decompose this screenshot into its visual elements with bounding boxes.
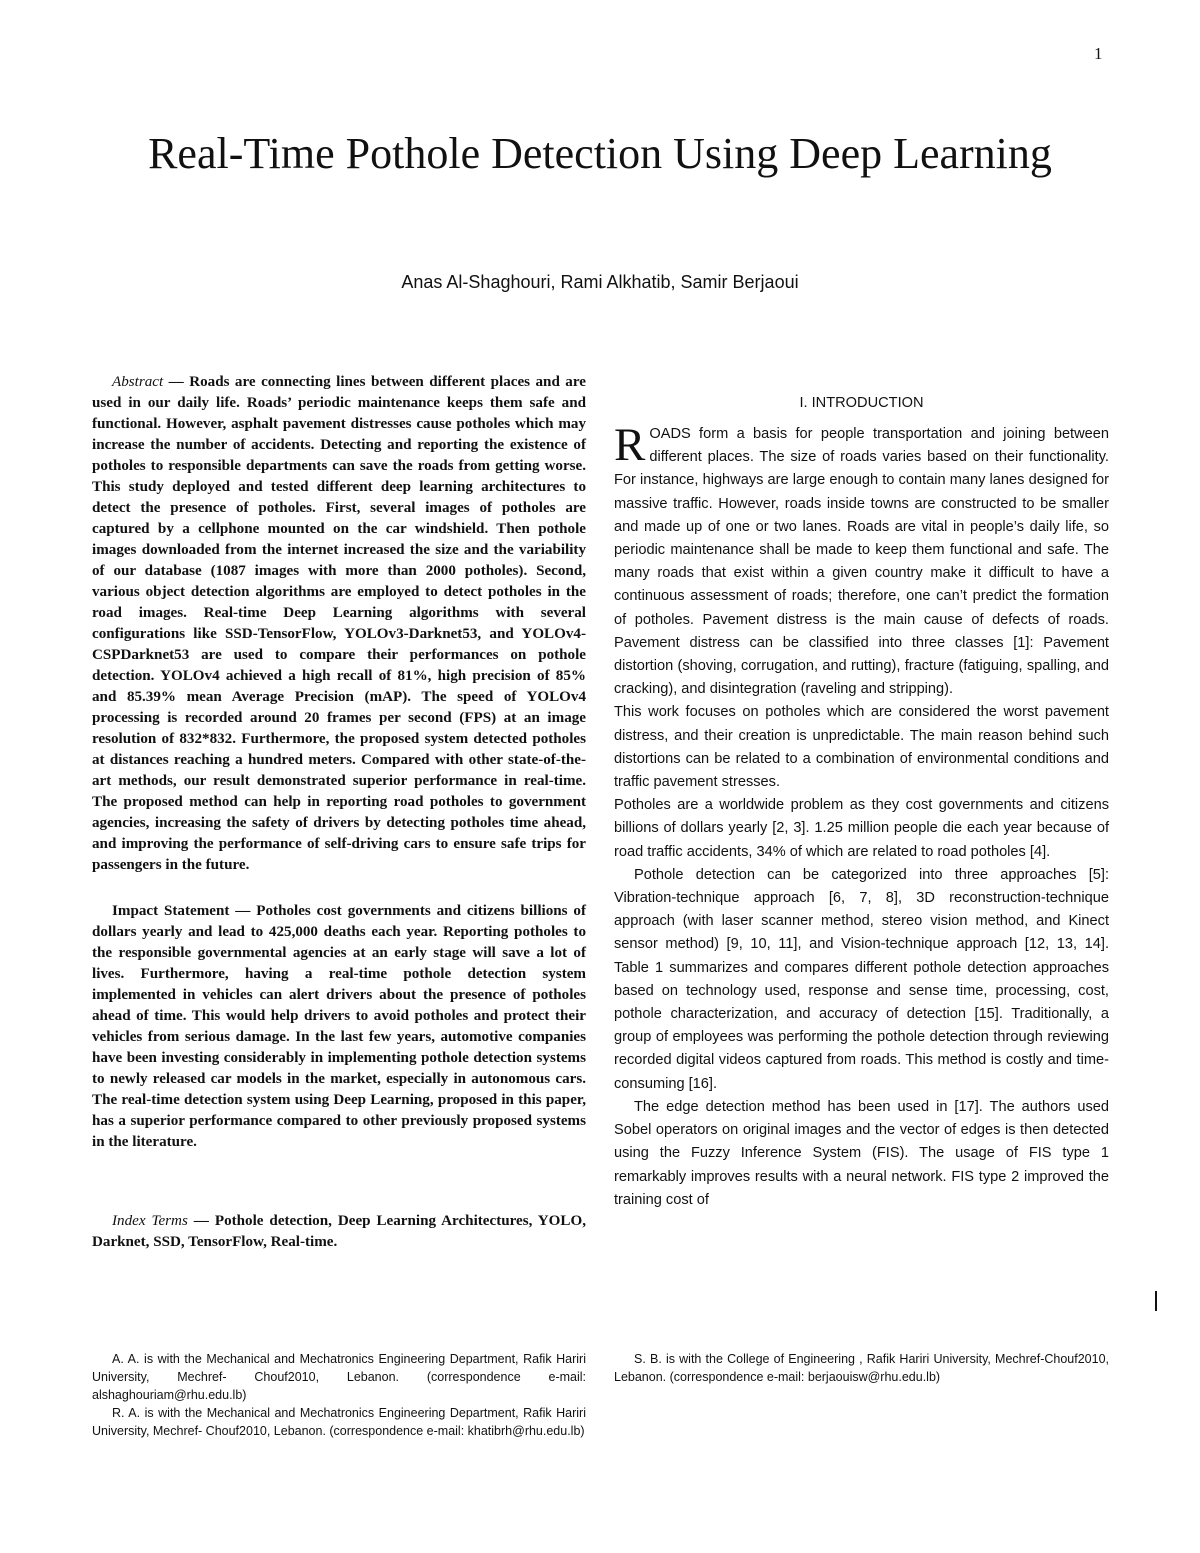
impact-statement: Impact Statement — Potholes cost governments and citizens billions of dollars yearly and lead to 425,000 deaths each year. Reporting potholes to the responsible governmental agencies at an early stage will save a lot of lives. Furthermore, having a real-time pothole detection system implemented in vehicles can alert drivers about the presence of potholes ahead of time. This would help drivers to avoid potholes and protect their vehicles from serious damage. In the last few years, automotive companies have been investing considerably in implementing pothole detection systems to newly released car models in the market, especially in autonomous cars. The real-time detection system using Deep Learning, proposed in this paper, has a superior performance compared to other previously proposed systems in the literature. (92, 903, 586, 1150)
author-list: Anas Al-Shaghouri, Rami Alkhatib, Samir Berjaoui (401, 272, 799, 292)
left-column (92, 372, 586, 1253)
paper-title: Real-Time Pothole Detection Using Deep Learning (148, 129, 1052, 178)
footnotes-left (92, 1350, 586, 1440)
right-column (614, 393, 1109, 1212)
abstract (92, 372, 586, 876)
intro-paragraph-1 (614, 419, 1109, 701)
drop-cap: R (614, 419, 646, 471)
abstract-text: — Roads are connecting lines between different places and are used in our daily life. Roads’ periodic maintenance keeps them safe and functional. However, asphalt pavement distresses cause potholes which may increase the number of accidents. Detecting and reporting the existence of potholes to responsible departments can save the roads from getting worse. This study deployed and tested different deep learning architectures to detect the presence of potholes. First, several images of potholes are captured by a cellphone mounted on the car windshield. Then pothole images downloaded from the internet increased the size and the variability of our database (1087 images with more than 2000 potholes). Second, various object detection algorithms are employed to detect potholes in the road images. Real-time Deep Learning algorithms with several configurations like SSD-TensorFlow, YOLOv3-Darknet53, and YOLOv4-CSPDarknet53 are used to compare their performances on pothole detection. YOLOv4 achieved a high recall of 81%, high precision of 85% and 85.39% mean Average Precision (mAP). The speed of YOLOv4 processing is recorded around 20 frames per second (FPS) at an image resolution of 832*832. Furthermore, the proposed system detected potholes at distances reaching a hundred meters. Compared with other state-of-the-art methods, our result demonstrated superior performance in real-time. The proposed method can help in reporting road potholes to government agencies, increasing the safety of drivers by detecting potholes time ahead, and improving the performance of self-driving cars to ensure safe trips for passengers in the future. (92, 374, 586, 873)
page-number: 1 (1094, 44, 1103, 63)
footnote-author-s: S. B. is with the College of Engineering , Rafik Hariri University, Mechref-Chouf2010, Lebanon. (correspondence e-mail: berjaouisw@rhu.edu.lb) (614, 1352, 1109, 1384)
index-terms-text: — Pothole detection, Deep Learning Architectures, YOLO, Darknet, SSD, TensorFlow, Real-time. (92, 1213, 587, 1250)
section-heading-introduction: I. INTRODUCTION (799, 395, 924, 411)
index-terms (92, 1211, 586, 1253)
index-terms-label: Index Terms (112, 1213, 188, 1229)
intro-paragraph-3: Potholes are a worldwide problem as they cost governments and citizens billions of dollars yearly [2, 3]. 1.25 million people die each year because of road traffic accidents, 34% of which are related to road potholes [4]. (614, 797, 1109, 860)
abstract-label: Abstract (112, 374, 164, 390)
intro-paragraph-4: Pothole detection can be categorized into three approaches [5]: Vibration-technique approach [6, 7, 8], 3D reconstruction-technique approach (with laser scanner method, stereo vision method, and Kinect sensor method) [9, 10, 11], and Vision-technique approach [12, 13, 14]. Table 1 summarizes and compares different pothole detection approaches based on technology used, response and sense time, processing, cost, pothole characterization, and accuracy of detection [15]. Traditionally, a group of employees was performing the pothole detection through reviewing recorded digital videos captured from roads. This method is costly and time-consuming [16]. (614, 866, 1109, 1092)
intro-paragraph-5: The edge detection method has been used in [17]. The authors used Sobel operators on original images and the vector of edges is then detected using the Fuzzy Inference System (FIS). The usage of FIS type 1 remarkably improves results with a neural network. FIS type 2 improved the training cost of (614, 1098, 1109, 1208)
text-cursor-icon (1155, 1291, 1157, 1311)
intro-paragraph-2: This work focuses on potholes which are considered the worst pavement distress, and their creation is unpredictable. The main reason behind such distortions can be related to a combination of environmental conditions and traffic pavement stresses. (614, 704, 1109, 791)
footnote-author-r: R. A. is with the Mechanical and Mechatronics Engineering Department, Rafik Hariri University, Mechref- Chouf2010, Lebanon. (correspondence e-mail: khatibrh@rhu.edu.lb) (92, 1406, 586, 1438)
intro-paragraph-1-text: OADS form a basis for people transportation and joining between different places. The size of roads varies based on their functionality. For instance, highways are large enough to contain many lanes designed for massive traffic. However, roads inside towns are constructed to be smaller and made up of one or two lanes. Roads are vital in people’s daily life, so periodic maintenance shall be made to keep them functional and safe. The many roads that exist within a given country make it difficult to have a continuous assessment of roads; therefore, one can’t predict the formation of potholes. Pavement distress is the main cause of defects of roads. Pavement distress can be classified into three classes [1]: Pavement distortion (shoving, corrugation, and rutting), fracture (fatiguing, spalling, and cracking), and disintegration (raveling and stripping). (614, 426, 1109, 698)
footnotes-right (614, 1350, 1109, 1386)
footnote-author-a: A. A. is with the Mechanical and Mechatronics Engineering Department, Rafik Hariri University, Mechref- Chouf2010, Lebanon. (correspondence e-mail: alshaghouriam@rhu.edu.lb) (92, 1352, 586, 1402)
